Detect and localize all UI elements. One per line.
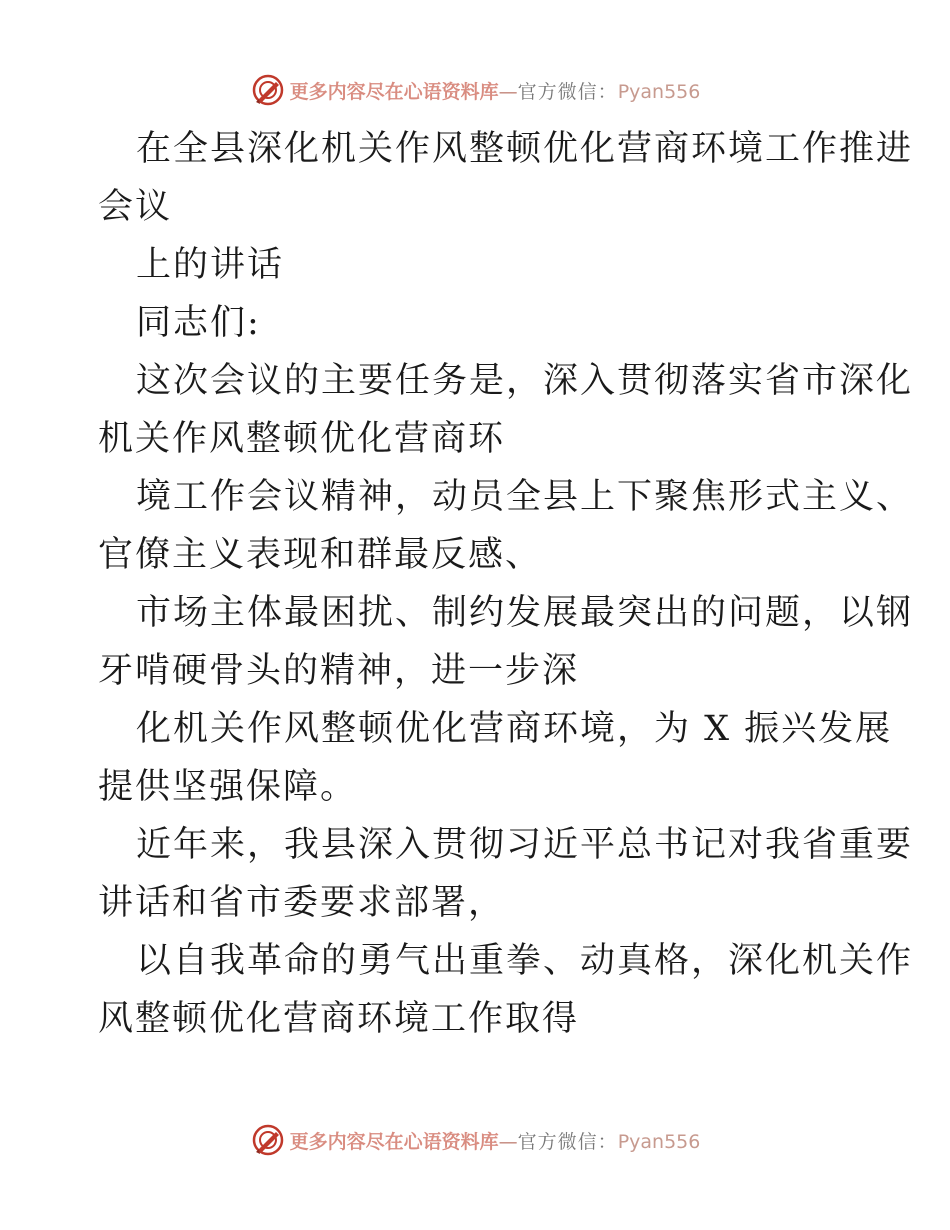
banner-text (290, 77, 701, 104)
paragraph-line: 提供坚强保障。 (98, 767, 358, 807)
header-banner (0, 70, 950, 110)
paragraph-line: 牙啃硬骨头的精神，进一步深 (98, 651, 580, 691)
paragraph-line: 近年来，我县深入贯彻习近平总书记对我省重要 (136, 825, 914, 865)
title-line-2: 会议 (98, 187, 173, 227)
paragraph-line: 市场主体最困扰、制约发展最突出的问题，以钢 (136, 593, 914, 633)
banner-text (290, 1127, 701, 1154)
brand-logo-icon (250, 1122, 286, 1158)
paragraph-line: 机关作风整顿优化营商环 (98, 419, 506, 459)
paragraph-line: 化机关作风整顿优化营商环境，为 X 振兴发展 (136, 709, 893, 749)
paragraph-line: 风整顿优化营商环境工作取得 (98, 999, 580, 1039)
title-line-1: 在全县深化机关作风整顿优化营商环境工作推进 (136, 129, 914, 169)
banner-separator: — (498, 80, 518, 103)
paragraph-line: 以自我革命的勇气出重拳、动真格，深化机关作 (136, 941, 914, 981)
salutation: 同志们: (136, 303, 261, 343)
banner-contact-id: Pyan556 (617, 1130, 701, 1153)
banner-brand: 更多内容尽在心语资料库 (289, 1130, 499, 1153)
paragraph-line: 官僚主义表现和群最反感、 (98, 535, 543, 575)
banner-brand: 更多内容尽在心语资料库 (289, 80, 499, 103)
banner-contact-id: Pyan556 (617, 80, 701, 103)
paragraph-line: 境工作会议精神，动员全县上下聚焦形式主义、 (136, 477, 914, 517)
banner-contact-label: 官方微信： (517, 80, 618, 103)
document-body (98, 120, 914, 1048)
paragraph-line: 这次会议的主要任务是，深入贯彻落实省市深化 (136, 361, 914, 401)
title-line-3: 上的讲话 (136, 245, 285, 285)
banner-separator: — (498, 1130, 518, 1153)
paragraph-line: 讲话和省市委要求部署， (98, 883, 506, 923)
footer-banner (0, 1120, 950, 1160)
brand-logo-icon (250, 72, 286, 108)
banner-contact-label: 官方微信： (517, 1130, 618, 1153)
